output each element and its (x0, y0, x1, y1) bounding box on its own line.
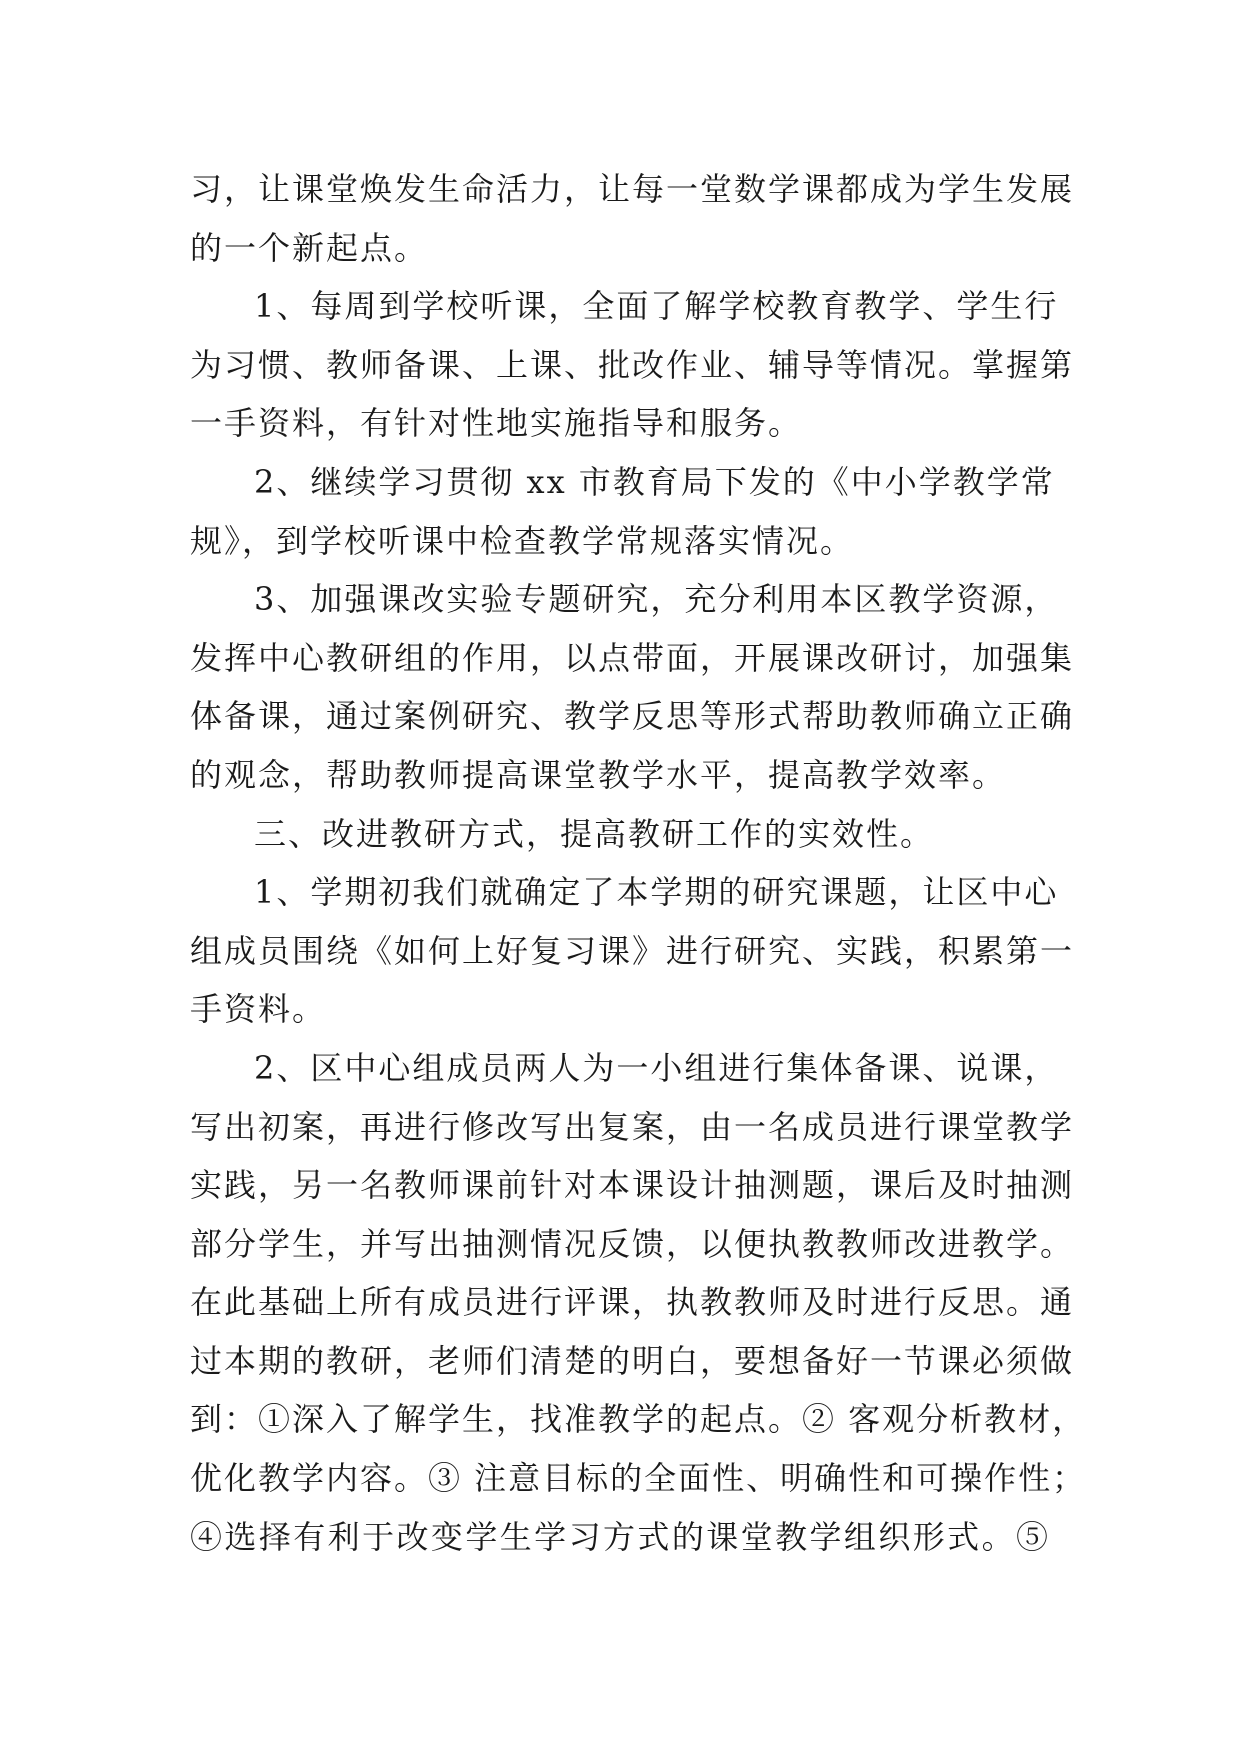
text-line: 2、区中心组成员两人为一小组进行集体备课、说课， (254, 1048, 1059, 1087)
text-line: 过本期的教研，老师们清楚的明白，要想备好一节课必须做 (190, 1341, 1075, 1380)
text-line: 到：①深入了解学生，找准教学的起点。② 客观分析教材， (190, 1400, 1087, 1439)
text-line: 手资料。 (190, 990, 327, 1029)
section-heading: 三、改进教研方式，提高教研工作的实效性。 (254, 814, 935, 853)
text-line: 实践，另一名教师课前针对本课设计抽测题，课后及时抽测 (190, 1166, 1075, 1205)
text-line: 的一个新起点。 (190, 228, 429, 267)
text-line: 一手资料，有针对性地实施指导和服务。 (190, 404, 803, 443)
text-line: 组成员围绕《如何上好复习课》进行研究、实践，积累第一 (190, 931, 1075, 970)
text-line: 的观念，帮助教师提高课堂教学水平，提高教学效率。 (190, 755, 1007, 794)
text-line: 部分学生，并写出抽测情况反馈，以便执教教师改进教学。 (190, 1224, 1075, 1263)
text-line: 为习惯、教师备课、上课、批改作业、辅导等情况。掌握第 (190, 345, 1075, 384)
text-line: 习，让课堂焕发生命活力，让每一堂数学课都成为学生发展 (190, 170, 1075, 208)
text-line: 写出初案，再进行修改写出复案，由一名成员进行课堂教学 (190, 1107, 1075, 1146)
text-line: ④选择有利于改变学生学习方式的课堂教学组织形式。⑤ (190, 1517, 1050, 1556)
text-line: 1、每周到学校听课，全面了解学校教育教学、学生行 (254, 287, 1059, 326)
body-text (190, 160, 1087, 1566)
text-line: 在此基础上所有成员进行评课，执教教师及时进行反思。通 (190, 1283, 1075, 1322)
text-line: 2、继续学习贯彻 xx 市教育局下发的《中小学教学常 (254, 462, 1055, 501)
text-line: 优化教学内容。③ 注意目标的全面性、明确性和可操作性； (190, 1459, 1087, 1498)
text-line: 1、学期初我们就确定了本学期的研究课题，让区中心 (254, 873, 1059, 912)
text-line: 规》，到学校听课中检查教学常规落实情况。 (190, 521, 855, 560)
text-line: 3、加强课改实验专题研究，充分利用本区教学资源， (254, 580, 1059, 619)
text-line: 发挥中心教研组的作用，以点带面，开展课改研讨，加强集 (190, 638, 1075, 677)
text-line: 体备课，通过案例研究、教学反思等形式帮助教师确立正确 (190, 697, 1075, 736)
